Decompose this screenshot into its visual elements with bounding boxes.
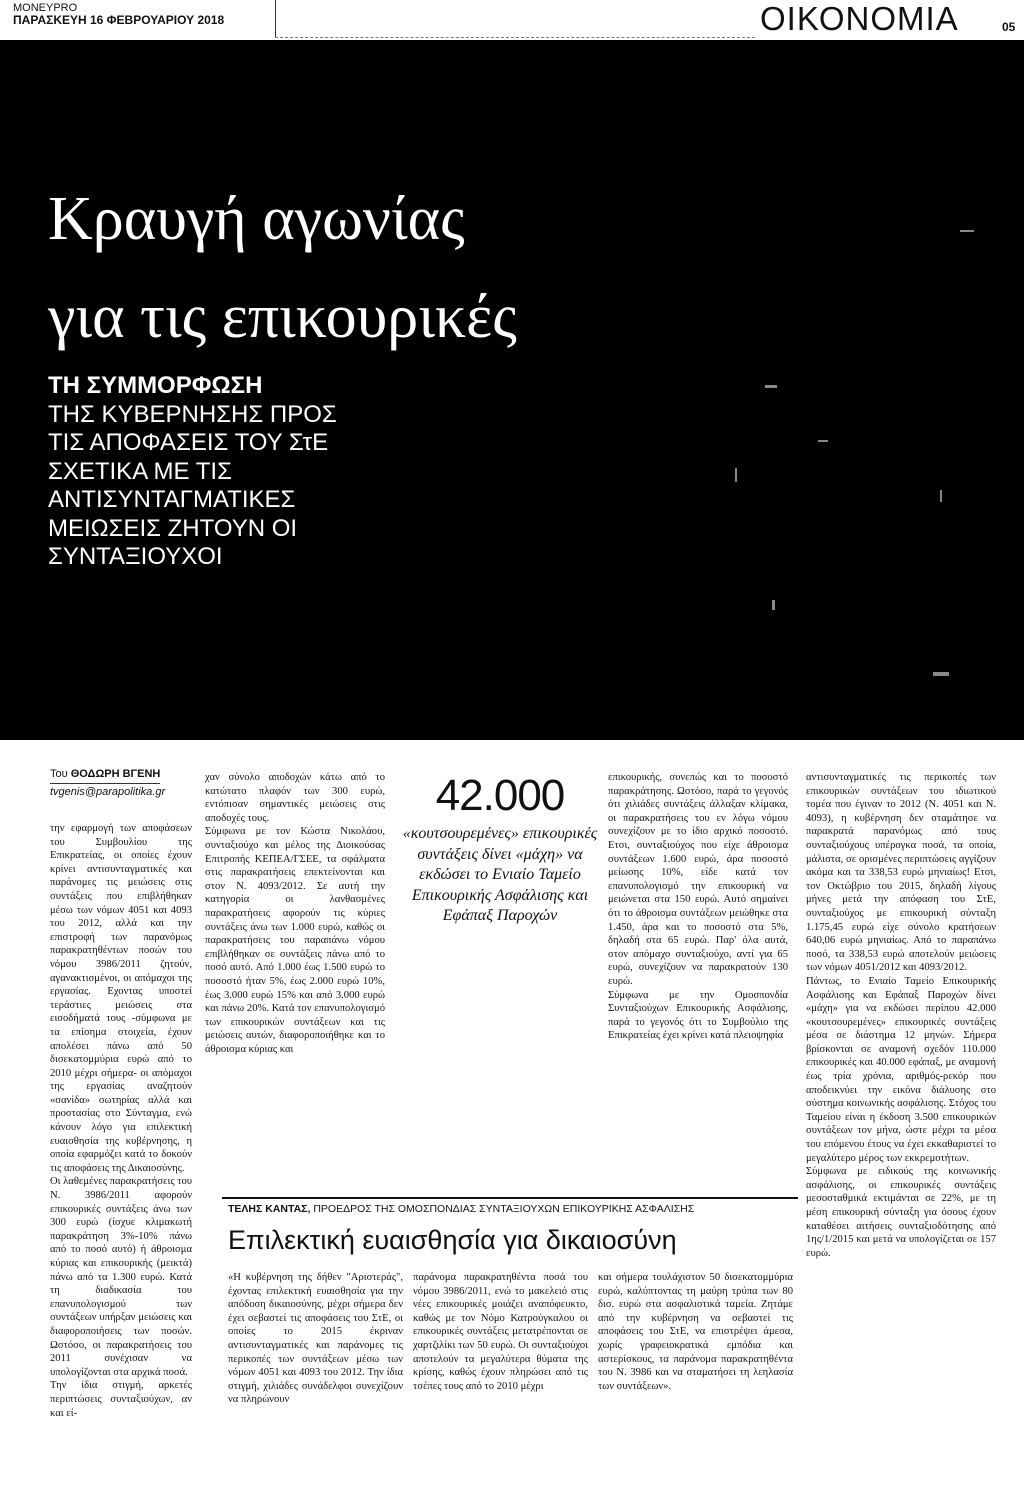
kicker-text: ΤΗΣ ΚΥΒΕΡΝΗΣΗΣ ΠΡΟΣ ΤΙΣ ΑΠΟΦΑΣΕΙΣ ΤΟΥ ΣτΕ ΣΧΕΤΙΚΑ ΜΕ ΤΙΣ ΑΝΤΙΣΥΝΤΑΓΜΑΤΙΚΕΣ ΜΕΙΩΣΕΙΣ ΖΗΤΟΥΝ ΟΙ ΣΥΝΤΑΞΙΟΥΧΟΙ xyxy=(48,400,337,570)
headline-line-1: Κραυγή αγωνίας xyxy=(48,185,465,253)
sidebar-title: Επιλεκτική ευαισθησία για δικαιοσύνη xyxy=(228,1225,677,1255)
byline-email: tvgenis@parapolitika.gr xyxy=(50,786,166,798)
headline xyxy=(48,170,728,366)
article-column-1 xyxy=(50,822,192,1420)
masthead-left xyxy=(13,2,224,26)
paragraph: την εφαρμογή των αποφάσεων του Συμβουλίου της Επικρατείας, οι οποίες έχουν κρίνει αντισυνταγματικές και παράνομες τις μειώσεις στις συντάξεις που επιβλήθηκαν μέσω των νόμων 4051 και 4093 του 2012, αλλά και την επιστροφή των παρανόμως παρακρατηθέντων ποσών του νόμου 3986/2011 ζητούν, αγανακτισμένοι, οι απόμαχοι της εργασίας. Εχοντας υποστεί τεράστιες μειώσεις στα εισοδήματά τους -σύμφωνα με τα επίσημα στοιχεία, έχουν απολέσει πάνω από 50 δισεκατομμύρια ευρώ από το 2010 μέχρι σήμερα- οι απόμαχοι της εργασίας αναζητούν «σανίδα» σωτηρίας αλλά και προστασίας στο Σύνταγμα, ενώ κάνουν λόγο για επιλεκτική ευαισθησία της κυβέρνησης, η οποία εφαρμόζει κατά το δοκούν τις αποφάσεις της Δικαιοσύνης. xyxy=(50,823,192,1174)
paragraph: Την ίδια στιγμή, αρκετές περιπτώσεις συνταξιούχων, αν και εί- xyxy=(50,1380,192,1419)
byline-prefix: Του xyxy=(50,768,68,780)
paragraph: «Η κυβέρνηση της δήθεν "Αριστεράς", έχοντας επιλεκτική ευαισθησία για την απόδοση δικαιοσύνης, μέχρι σήμερα δεν έχει σεβαστεί τις αποφάσεις του ΣτΕ, οι οποίες το 2015 έκριναν αντισυνταγματικές και παράνομες τις περικοπές των συντάξεων μέσω των νόμων 4051 και 4093 του 2012. Την ίδια στιγμή, χιλιάδες συνάδελφοι συνεχίζουν να πληρώνουν xyxy=(228,1272,403,1406)
paragraph: Σύμφωνα με ειδικούς της κοινωνικής ασφάλισης, οι επικουρικές συντάξεις μεσοσταθμικά εκτιμάνται σε 22%, με τη μέση επικουρική σύνταξη για όσους έχουν καταθέσει αιτήσεις συνταξιοδότησης από 1ης/1/2015 και μετά να υπολογίζεται σε 157 ευρώ. xyxy=(806,1166,996,1259)
article-column-5 xyxy=(806,771,996,1260)
photo-highlight xyxy=(933,672,949,676)
sidebar-role: ΠΡΟΕΔΡΟΣ ΤΗΣ ΟΜΟΣΠΟΝΔΙΑΣ ΣΥΝΤΑΞΙΟΥΧΩΝ ΕΠΙΚΟΥΡΙΚΗΣ ΑΣΦΑΛΙΣΗΣ xyxy=(313,1203,695,1215)
byline xyxy=(50,768,200,798)
paragraph: και σήμερα τουλάχιστον 50 δισεκατομμύρια ευρώ, καλύπτοντας τη μαύρη τρύπα των 80 δισ. ευρώ στα ασφαλιστικά ταμεία. Ζητάμε από την κυβέρνηση να σεβαστεί τις αποφάσεις του ΣτΕ, να επιστρέψει άμεσα, χωρίς γραφειοκρατικά εμπόδια και αστερίσκους, τα παράνομα παρακρατηθέντα του Ν. 3986 και να σταματήσει τη λεηλασία των συντάξεων». xyxy=(598,1272,793,1392)
paragraph: Σύμφωνα με την Ομοσπονδία Συνταξιούχων Επικουρικής Ασφάλισης, παρά το γεγονός ότι το Συμβούλιο της Επικρατείας έχει κρίνει κατά πλειοψηφία xyxy=(608,989,788,1042)
kicker xyxy=(48,372,348,572)
paragraph: αντισυνταγματικές τις περικοπές των επικουρικών συντάξεων του ιδιωτικού τομέα που έγιναν το 2012 (Ν. 4051 και Ν. 4093), η κυβέρνηση δεν σταμάτησε να παρακρατά παρανόμως από τους συνταξιούχους υπέρογκα ποσά, τα οποία, μάλιστα, σε ορισμένες περιπτώσεις αγγίζουν ακόμα και τα 338,53 ευρώ μηνιαίως! Ετσι, τον Οκτώβριο του 2015, δηλαδή λίγους μήνες μετά την απόφαση του ΣτΕ, συνταξιούχος με επικουρική σύνταξη 1.175,45 ευρώ είχε σύνολο κρατήσεων 640,06 ευρώ μηνιαίως. Από το παραπάνω ποσό, τα 338,53 ευρώ αποτελούν μειώσεις των νόμων 4051/2012 και 4093/2012. xyxy=(806,772,996,974)
sidebar-speaker: ΤΕΛΗΣ ΚΑΝΤΑΣ, xyxy=(228,1203,311,1215)
byline-rule xyxy=(50,783,160,784)
article-column-2 xyxy=(205,771,385,1056)
issue-date: ΠΑΡΑΣΚΕΥΗ 16 ΦΕΒΡΟΥΑΡΙΟΥ 2018 xyxy=(13,13,225,27)
stat-text: «κουτσουρεμένες» επικουρικές συντάξεις δίνει «μάχη» να εκδώσει το Ενιαίο Ταμείο Επικουρικής Ασφάλισης και Εφάπαξ Παροχών xyxy=(402,825,598,924)
publication-name: MONEYPRO xyxy=(13,2,78,14)
sidebar-rule xyxy=(222,1197,798,1199)
photo-highlight xyxy=(772,600,775,610)
sidebar-column-1 xyxy=(228,1271,403,1407)
masthead-divider xyxy=(275,0,276,38)
masthead-rule xyxy=(275,37,755,38)
sidebar-kicker xyxy=(228,1203,798,1215)
photo-highlight xyxy=(960,230,974,232)
paragraph: χαν σύνολο αποδοχών κάτω από το κατώτατο πλαφόν των 300 ευρώ, εντόπισαν σημαντικές μειώσεις στις αποδοχές τους. xyxy=(205,772,385,824)
byline-author: ΘΟΔΩΡΗ ΒΓΕΝΗ xyxy=(70,768,161,780)
photo-highlight xyxy=(818,440,828,442)
paragraph: Οι λαθεμένες παρακρατήσεις του Ν. 3986/2011 αφορούν επικουρικές συντάξεις άνω των 300 ευρώ (ίσχυε κλιμακωτή παρακράτηση 3%-10% πάνω από το ποσό αυτό) ή άθροισμα κύριας και επικουρικής (μεικτά) πάνω από τα 1.300 ευρώ. Κατά τη διαδικασία του επανυπολογισμού των συντάξεων υπήρξαν μειώσεις και διαφοροποιήσεις των ποσών. Ωστόσο, οι παρακρατήσεις του 2011 συνέχισαν να υπολογίζονται στα αρχικά ποσά. xyxy=(50,1176,192,1378)
page-number: 05 xyxy=(1002,20,1016,34)
paragraph: Σύμφωνα με τον Κώστα Νικολάου, συνταξιούχο και μέλος της Διοικούσας Επιτροπής ΚΕΠΕΑ/ΓΣΕΕ, τα σφάλματα στις παρακρατήσεις επεκτείνονται και στον Ν. 4093/2012. Σε αυτή την κατηγορία οι λανθασμένες παρακρατήσεις αφορούν τις κύριες συντάξεις άνω των 1.000 ευρώ, καθώς οι παρακρατήσεις του παραπάνω νόμου επιβλήθηκαν σε συντάξεις πάνω από το ποσό αυτό. Από 1.000 έως 1.500 ευρώ το ποσοστό ήταν 5%, έως 2.000 ευρώ 10%, έως 3.000 ευρώ 15% και από 3.000 ευρώ και πάνω 20%. Κατά τον επανυπολογισμό των επικουρικών συντάξεων και τις μειώσεις αυτών, διαφοροποιήθηκε και το άθροισμα κύριας και xyxy=(205,826,385,1055)
stat-callout xyxy=(400,772,600,927)
photo-highlight xyxy=(765,385,777,388)
headline-line-2: για τις επικουρικές xyxy=(48,283,517,351)
kicker-bold: ΤΗ ΣΥΜΜΟΡΦΩΣΗ xyxy=(48,372,263,399)
stat-number: 42.000 xyxy=(435,771,565,820)
sidebar-column-3 xyxy=(598,1271,793,1393)
section-title: ΟΙΚΟΝΟΜΙΑ xyxy=(760,0,959,37)
photo-highlight xyxy=(735,468,737,482)
article-column-4 xyxy=(608,771,788,1043)
photo-highlight xyxy=(940,490,942,502)
paragraph: Πάντως, το Ενιαίο Ταμείο Επικουρικής Ασφάλισης και Εφάπαξ Παροχών δίνει «μάχη» για να εκδώσει περίπου 42.000 «κουτσουρεμένες» επικουρικές συντάξεις μέσα σε διάστημα 12 μηνών. Σήμερα βρίσκονται σε αναμονή σχεδόν 110.000 επικουρικές και 40.000 εφάπαξ, με αναμονή έως τρία χρόνια, αριθμός-ρεκόρ που αποδεικνύει την εικόνα διάλυσης στο σύστημα κοινωνικής ασφάλισης. Στόχος του Ταμείου είναι η έκδοση 3.500 επικουρικών συντάξεων τον μήνα, ώστε μέχρι τα μέσα του επόμενου έτους να έχει εκκαθαριστεί το μεγαλύτερο μέρος των εκκρεμοτήτων. xyxy=(806,975,996,1164)
paragraph: παράνομα παρακρατηθέντα ποσά του νόμου 3986/2011, ενώ το μακελειό στις νέες επικουρικές μοιάζει αναπόφευκτο, καθώς με τον Νόμο Κατρούγκαλου οι επικουρικές συντάξεις μετατρέπονται σε χαρτζιλίκι των 50 ευρώ. Οι συνταξιούχοι αποτελούν τα μεγαλύτερα θύματα της κρίσης, καθώς έχουν πληρώσει από τις τσέπες τους από το 2010 μέχρι xyxy=(413,1272,588,1392)
paragraph: επικουρικής, συνεπώς και το ποσοστό παρακράτησης. Ωστόσο, παρά το γεγονός ότι χιλιάδες συντάξεις άλλαξαν κλίμακα, οι παρακρατήσεις του εν λόγω νόμου συνεχίζουν με το ίδιο αρχικό ποσοστό. Ετσι, συνταξιούχος που είχε άθροισμα συντάξεων 1.600 ευρώ, άρα ποσοστό μείωσης 10%, είδε κατά τον επανυπολογισμό την επικουρική να μειώνεται στα 150 ευρώ. Αυτό σημαίνει ότι το άθροισμα συντάξεων μειώθηκε στα 1.450, άρα και το ποσοστό στα 5%, δηλαδή στα 65 ευρώ. Παρ' όλα αυτά, στον απόμαχο συνταξιούχο, αντί για 65 ευρώ, συνεχίζουν να παρακρατούν 130 ευρώ. xyxy=(608,772,788,987)
sidebar-column-2 xyxy=(413,1271,588,1393)
